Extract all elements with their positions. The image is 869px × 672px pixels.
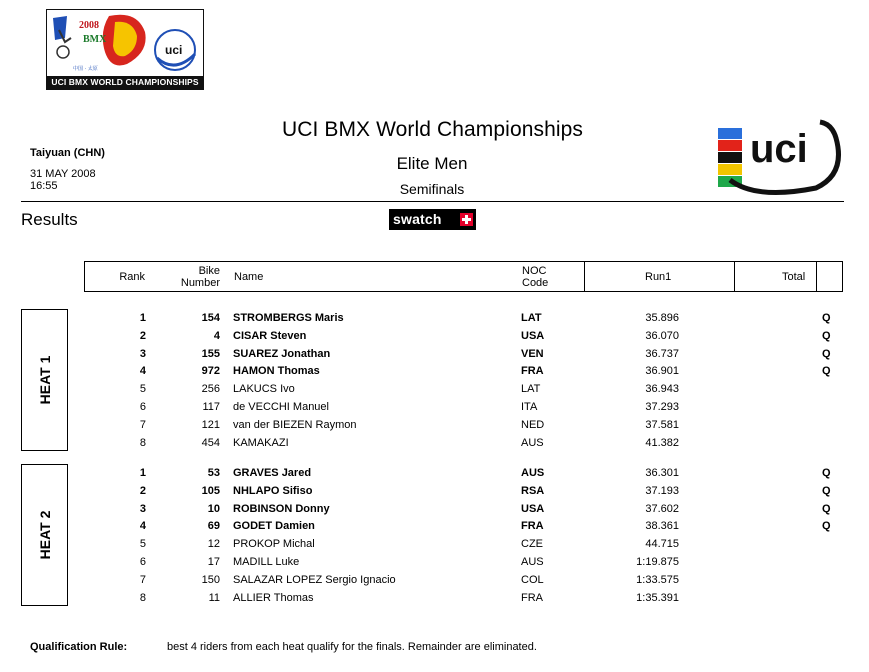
rider-name: STROMBERGS Maris [233,312,344,324]
col-noc-header-line1: NOC [522,265,547,277]
qualified-flag: Q [822,312,831,324]
run1-time: 36.943 [645,383,679,396]
noc-code: CZE [521,538,543,551]
run1-time: 36.737 [645,347,679,360]
rank: 8 [139,436,146,449]
rank: 8 [139,591,146,604]
table-row [0,500,869,518]
rider-name: SALAZAR LOPEZ Sergio Ignacio [233,573,396,586]
noc-code: RSA [521,484,545,497]
rank: 3 [139,347,146,360]
table-row [0,517,869,535]
bike-number: 454 [201,436,220,449]
qualification-rule-label: Qualification Rule: [30,641,128,653]
table-row [0,416,869,434]
bike-number: 972 [201,365,220,378]
bike-number: 69 [207,520,220,533]
col-bike-header-line2: Number [180,277,220,289]
table-row [0,327,869,345]
rider-name: van der BIEZEN Raymon [233,418,357,431]
bike-number: 150 [201,573,220,586]
col-rank-header: Rank [119,271,145,283]
logo-year: 2008 [79,20,99,31]
rider-name: NHLAPO Sifiso [233,484,313,497]
noc-code: FRA [521,591,543,604]
run1-time: 38.361 [645,520,679,533]
venue: Taiyuan (CHN) [30,147,105,159]
col-divider [584,262,585,291]
noc-code: ITA [521,401,538,413]
run1-time: 37.193 [645,484,679,497]
run1-time: 44.715 [645,538,679,551]
bike-number: 4 [213,329,220,342]
noc-code: FRA [521,365,544,378]
heat-2-label: HEAT 2 [36,510,53,560]
noc-code: COL [521,573,544,586]
rider-name: de VECCHI Manuel [233,401,329,413]
rider-name: ROBINSON Donny [233,502,330,515]
qualified-flag: Q [822,502,831,515]
rank: 5 [139,383,146,396]
noc-code: NED [521,418,545,431]
table-row [0,434,869,452]
col-bike-header-line1: Bike [198,265,220,277]
col-noc-header [522,265,548,289]
rider-name: CISAR Steven [233,329,307,342]
rank: 7 [139,418,146,431]
swiss-cross-icon [460,213,473,226]
noc-code: AUS [521,467,545,479]
table-row [0,571,869,589]
rank: 1 [139,312,146,324]
qualified-flag: Q [822,467,831,479]
noc-code: LAT [521,383,541,396]
table-row [0,464,869,482]
page-title: UCI BMX World Championships [281,118,584,141]
run1-time: 41.382 [645,436,679,449]
col-name-header: Name [234,271,264,283]
run1-time: 36.070 [645,329,679,342]
bike-number: 17 [207,556,220,568]
table-row [0,535,869,553]
rank: 1 [139,467,146,479]
rank: 5 [139,538,146,551]
noc-code: LAT [521,312,542,324]
phase-title: Semifinals [399,181,465,197]
rank: 3 [139,502,146,515]
rider-name: GRAVES Jared [233,467,312,479]
run1-time: 35.896 [645,312,679,324]
run1-time: 37.602 [645,502,679,515]
rider-name: GODET Damien [233,520,315,533]
run1-time: 36.301 [645,467,679,479]
qualified-flag: Q [822,329,831,342]
logo-tag: BMX [83,34,107,45]
table-row [0,362,869,380]
sponsor-logo [389,209,476,230]
col-total-header: Total [782,271,806,283]
table-row [0,482,869,500]
run1-time: 37.293 [645,401,679,413]
bmx-rider-logo-art [49,12,203,74]
col-divider [734,262,735,291]
qualification-rule-text: best 4 riders from each heat qualify for the finals. Remainder are eliminated. [167,641,537,653]
run1-time: 1:19.875 [636,556,679,568]
rider-name: PROKOP Michal [233,538,315,551]
heat-1-label: HEAT 1 [36,355,53,405]
rider-name: LAKUCS Ivo [233,383,295,396]
bike-number: 105 [201,484,220,497]
rider-name: MADILL Luke [233,556,300,568]
rank: 6 [139,556,146,568]
results-label: Results [21,210,78,229]
bike-number: 117 [202,401,220,413]
bike-number: 154 [201,312,220,324]
rider-name: HAMON Thomas [233,365,320,378]
bike-number: 155 [201,347,220,360]
category-title: Elite Men [396,154,468,173]
logo-badge-text: uci [165,43,183,57]
run1-time: 1:33.575 [636,573,679,586]
noc-code: FRA [521,520,544,533]
event-logo [46,9,204,90]
qualified-flag: Q [822,520,831,533]
bike-number: 121 [201,418,220,431]
table-row [0,553,869,571]
rank: 4 [139,520,146,533]
rank: 7 [139,573,146,586]
run1-time: 37.581 [645,418,679,431]
rider-name: SUAREZ Jonathan [233,347,331,360]
logo-caption: UCI BMX WORLD CHAMPIONSHIPS [47,76,203,89]
table-row [0,589,869,607]
col-noc-header-line2: Code [522,277,549,289]
noc-code: AUS [521,436,544,449]
header-divider [21,201,844,202]
rank: 2 [139,329,146,342]
bike-number: 11 [208,591,220,604]
rider-name: ALLIER Thomas [233,591,314,604]
bike-number: 10 [207,502,220,515]
run1-time: 36.901 [645,365,679,378]
bike-number: 53 [207,467,220,479]
col-bike-header [181,265,220,289]
run1-time: 1:35.391 [636,591,679,604]
uci-logo-text: uci [750,127,808,171]
rank: 6 [139,401,146,413]
bike-number: 12 [207,538,220,551]
rank: 2 [139,484,146,497]
table-header [84,261,843,292]
table-row [0,398,869,416]
col-run1-header: Run1 [645,271,672,283]
noc-code: USA [521,329,545,342]
qualified-flag: Q [822,347,831,360]
noc-code: VEN [521,347,544,360]
qualified-flag: Q [822,365,831,378]
rank: 4 [139,365,146,378]
qualified-flag: Q [822,484,831,497]
table-row [0,309,869,327]
rider-name: KAMAKAZI [233,436,289,449]
col-divider [816,262,817,291]
noc-code: AUS [521,556,544,568]
noc-code: USA [521,502,545,515]
event-time: 16:55 [30,180,58,192]
bike-number: 256 [201,383,220,396]
table-row [0,345,869,363]
logo-small-text: 中国 · 太原 [73,66,98,72]
uci-logo [716,118,842,196]
sponsor-text: swatch [393,211,442,227]
table-row [0,380,869,398]
event-date: 31 MAY 2008 [30,168,96,180]
